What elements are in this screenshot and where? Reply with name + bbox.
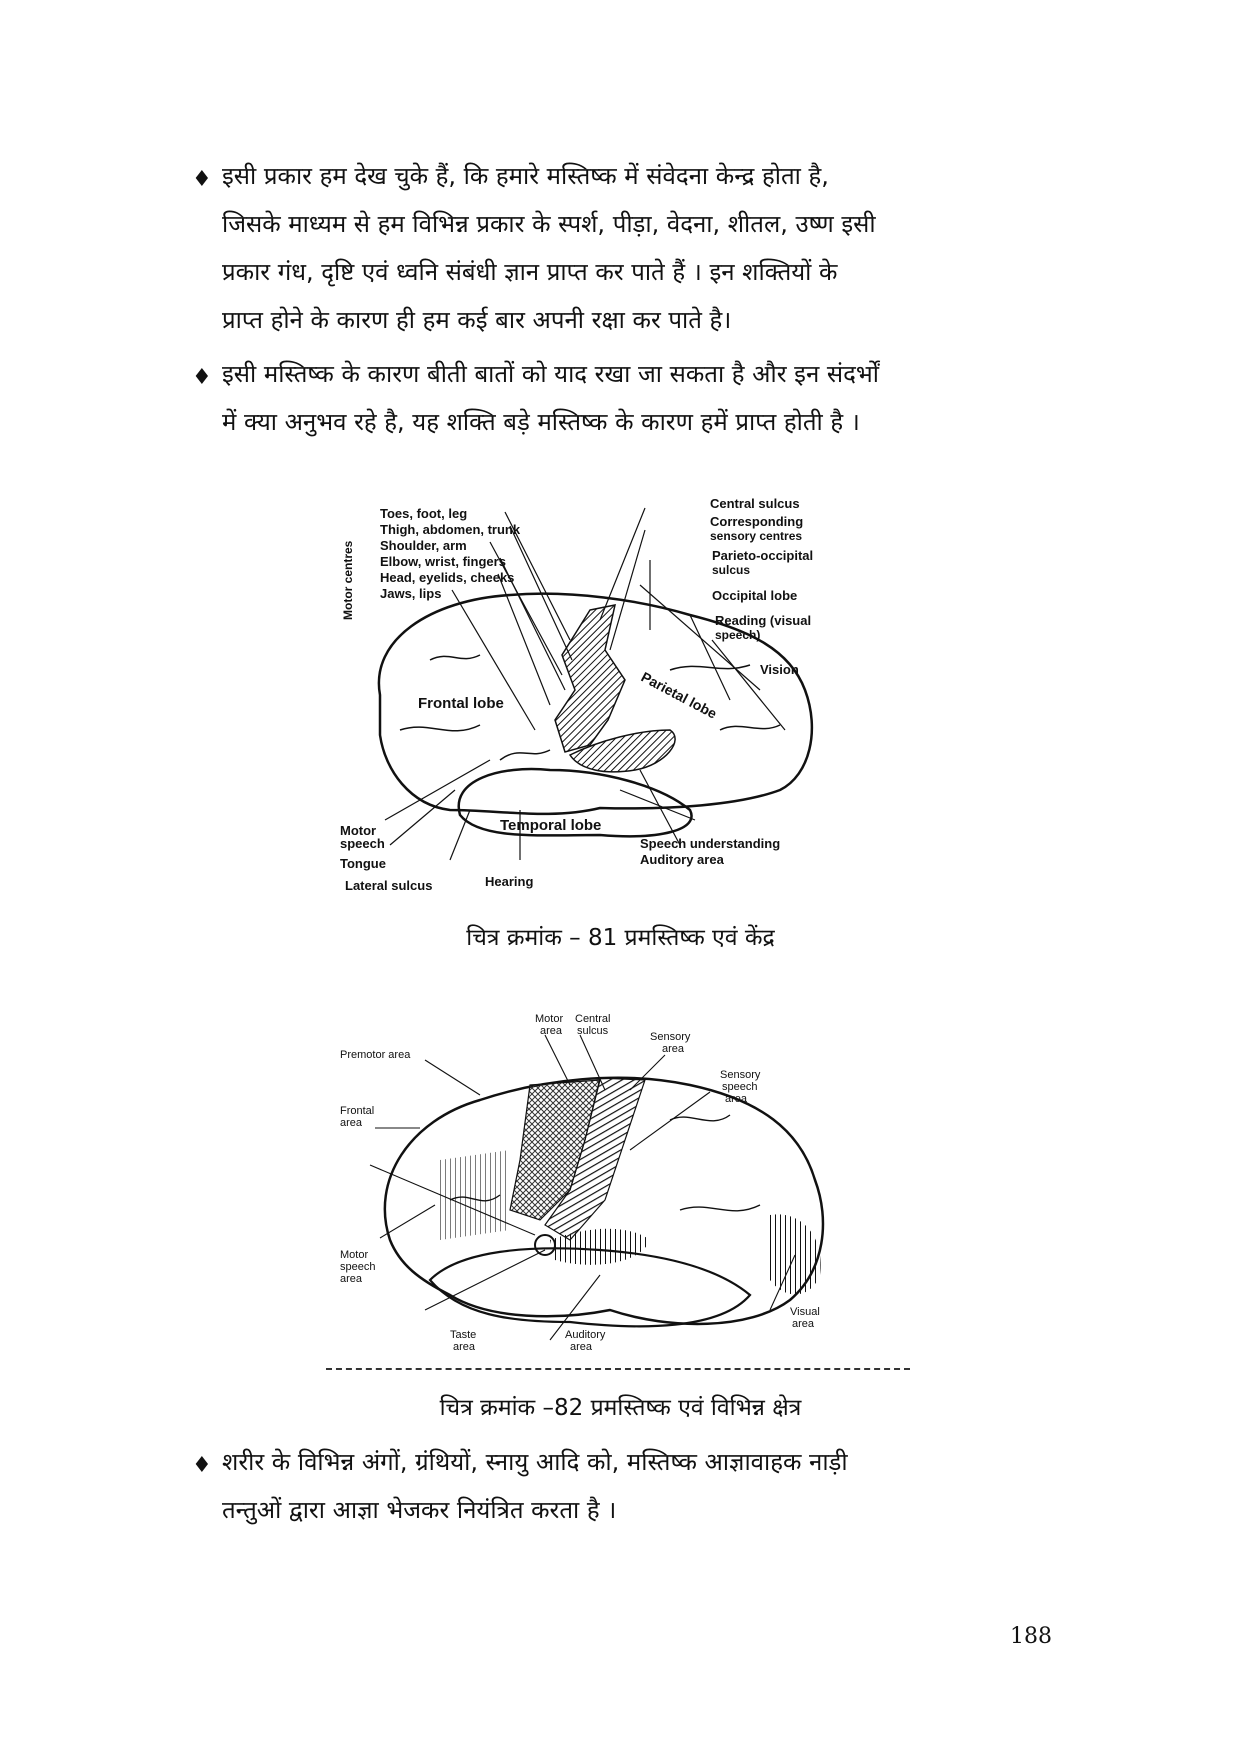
label-thigh: Thigh, abdomen, trunk <box>380 522 521 537</box>
label-taste-area-2: area <box>453 1341 476 1353</box>
label-sulcus: sulcus <box>712 563 751 577</box>
bullet-paragraph-1 <box>192 152 1052 344</box>
label-visual-area: Visual <box>790 1306 820 1318</box>
label-taste-area: Taste <box>450 1329 477 1341</box>
bullet-diamond: ♦ <box>192 167 212 192</box>
label-auditory-area: Auditory <box>565 1329 606 1341</box>
label-parieto-occipital: Parieto-occipital <box>712 548 814 563</box>
label-head: Head, eyelids, cheeks <box>380 570 515 585</box>
bullet-diamond: ♦ <box>192 1453 212 1478</box>
text-line: शरीर के विभिन्न अंगों, ग्रंथियों, स्नायु आदि को, मस्तिष्क आज्ञावाहक नाड़ी <box>222 1448 848 1476</box>
figure-81-caption: चित्र क्रमांक – 81 प्रमस्तिष्क एवं केंद्र <box>466 925 775 951</box>
text-line: तन्तुओं द्वारा आज्ञा भेजकर नियंत्रित करता है । <box>222 1496 617 1524</box>
page-number: 188 <box>1010 1624 1052 1649</box>
label-frontal-area-2: area <box>340 1117 363 1129</box>
label-central-sulcus-2: sulcus <box>577 1025 609 1037</box>
text-line: जिसके माध्यम से हम विभिन्न प्रकार के स्पर्श, पीड़ा, वेदना, शीतल, उष्ण इसी <box>222 210 876 238</box>
text-line: में क्या अनुभव रहे है, यह शक्ति बड़े मस्तिष्क के कारण हमें प्राप्त होती है । <box>222 408 860 436</box>
label-motor-speech: Motor <box>340 1249 369 1261</box>
label-central-sulcus: Central sulcus <box>710 496 800 511</box>
label-motor-centres: Motor centres <box>341 540 355 620</box>
brain-diagram-areas <box>340 1010 850 1365</box>
label-reading: Reading (visual <box>715 613 812 628</box>
label-sensory-speech-3: area <box>725 1093 748 1105</box>
label-occipital-lobe: Occipital lobe <box>712 588 798 603</box>
label-elbow: Elbow, wrist, fingers <box>380 554 506 569</box>
label-motor-area: Motor <box>535 1013 564 1025</box>
motor-strip-hatched <box>555 605 625 752</box>
text-line: प्राप्त होने के कारण ही हम कई बार अपनी रक्षा कर पाते है। <box>222 306 732 334</box>
label-sensory-area-2: area <box>662 1043 685 1055</box>
brain-diagram-motor-centres <box>340 490 860 910</box>
label-frontal-area: Frontal <box>340 1105 375 1117</box>
label-corresponding: Corresponding <box>710 514 804 529</box>
label-visual-speech: speech) <box>715 628 761 642</box>
bullet-paragraph-3 <box>192 1438 1052 1534</box>
text-line: प्रकार गंध, दृष्टि एवं ध्वनि संबंधी ज्ञान प्राप्त कर पाते हैं । इन शक्तियों के <box>222 258 838 286</box>
label-auditory-area-2: area <box>570 1341 593 1353</box>
label-hearing: Hearing <box>485 874 534 889</box>
label-shoulder: Shoulder, arm <box>380 538 467 553</box>
label-tongue: Tongue <box>340 856 386 871</box>
figure-82-caption: चित्र क्रमांक –82 प्रमस्तिष्क एवं विभिन्न क्षेत्र <box>439 1395 802 1421</box>
label-sensory-speech: Sensory <box>720 1069 761 1081</box>
label-speech-understanding: Speech understanding <box>640 836 781 851</box>
label-central-sulcus: Central <box>575 1013 611 1025</box>
label-motor-area-2: area <box>540 1025 563 1037</box>
label-visual-area-2: area <box>792 1318 815 1330</box>
label-vision: Vision <box>760 662 799 677</box>
label-frontal-lobe: Frontal lobe <box>418 695 504 712</box>
label-toes: Toes, foot, leg <box>380 506 468 521</box>
visual-area-shading <box>770 1214 821 1294</box>
label-sensory-speech-2: speech <box>722 1081 758 1093</box>
label-parietal-lobe: Parietal lobe <box>638 668 720 722</box>
label-premotor-area: Premotor area <box>340 1049 411 1061</box>
text-line: इसी प्रकार हम देख चुके हैं, कि हमारे मस्तिष्क में संवेदना केन्द्र होता है, <box>222 162 829 190</box>
label-motor-speech-3: area <box>340 1273 363 1285</box>
label-motor-speech-2: speech <box>340 1261 376 1273</box>
label-lateral-sulcus: Lateral sulcus <box>345 878 433 893</box>
dashed-divider <box>326 1368 910 1370</box>
bullet-paragraph-2 <box>192 350 1052 446</box>
text-line: इसी मस्तिष्क के कारण बीती बातों को याद रखा जा सकता है और इन संदर्भों <box>222 360 879 388</box>
label-auditory-area: Auditory area <box>640 852 724 867</box>
bullet-diamond: ♦ <box>192 365 212 390</box>
label-jaws: Jaws, lips <box>380 586 442 601</box>
label-sensory-area: Sensory <box>650 1031 691 1043</box>
label-speech: speech <box>340 836 385 851</box>
label-sensory-centres: sensory centres <box>710 529 803 543</box>
label-temporal-lobe: Temporal lobe <box>500 817 602 834</box>
label-motor: Motor <box>340 823 377 838</box>
